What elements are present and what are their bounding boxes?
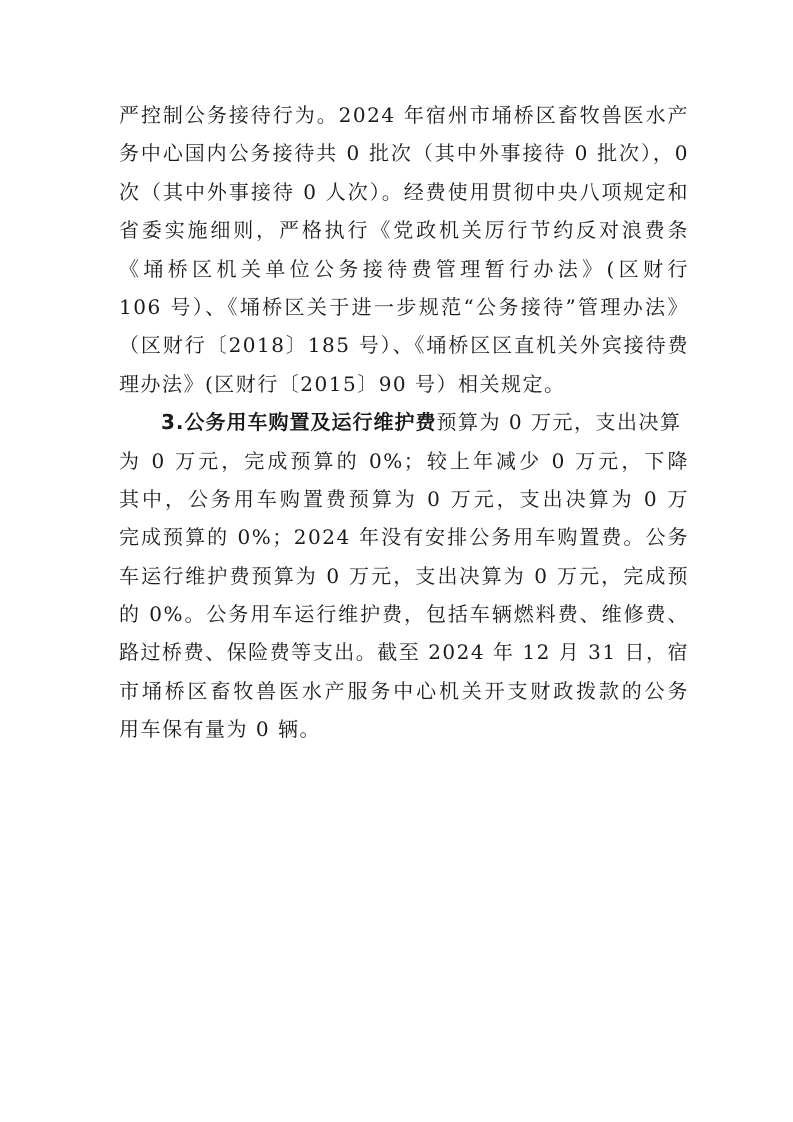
text-line: 理办法》(区财行〔2015〕90 号）相关规定。 [119,371,566,396]
text-line: 《埇桥区机关单位公务接待费管理暂行办法》(区财行 [119,256,689,281]
text-line: 完成预算的 0%；2024 年没有安排公务用车购置费。公务 [119,525,689,550]
text-line: 严控制公务接待行为。2024 年宿州市埇桥区畜牧兽医水产 [119,103,689,127]
text-line: 为 0 万元，完成预算的 0%；较上年减少 0 万元，下降 [119,448,689,473]
paragraph-reception [119,96,689,403]
text-line: 省委实施细则，严格执行《党政机关厉行节约反对浪费条 [119,218,689,243]
text-line: 务中心国内公务接待共 0 批次（其中外事接待 0 批次），0 [119,141,689,166]
text-line: 用车保有量为 0 辆。 [119,717,321,742]
text-line [119,403,689,441]
document-body [119,96,689,749]
text-line: （区财行〔2018〕185 号）、《埇桥区区直机关外宾接待费 [119,333,689,358]
section-heading: 3.公务用车购置及运行维护费 [161,410,437,435]
text-run: 预算为 0 万元，支出决算 [436,410,682,435]
text-line: 车运行维护费预算为 0 万元，支出决算为 0 万元，完成预 [119,563,689,588]
paragraph-vehicle-costs [119,403,689,749]
text-line: 106 号）、《埇桥区关于进一步规范“公务接待”管理办法》 [119,294,689,319]
text-line: 市埇桥区畜牧兽医水产服务中心机关开支财政拨款的公务 [119,678,689,703]
text-line: 路过桥费、保险费等支出。截至 2024 年 12 月 31 日，宿 [119,640,689,665]
text-line: 次（其中外事接待 0 人次）。经费使用贯彻中央八项规定和 [119,179,689,204]
text-line: 其中，公务用车购置费预算为 0 万元，支出决算为 0 万 [119,486,689,511]
text-line: 的 0%。公务用车运行维护费，包括车辆燃料费、维修费、 [119,602,689,627]
